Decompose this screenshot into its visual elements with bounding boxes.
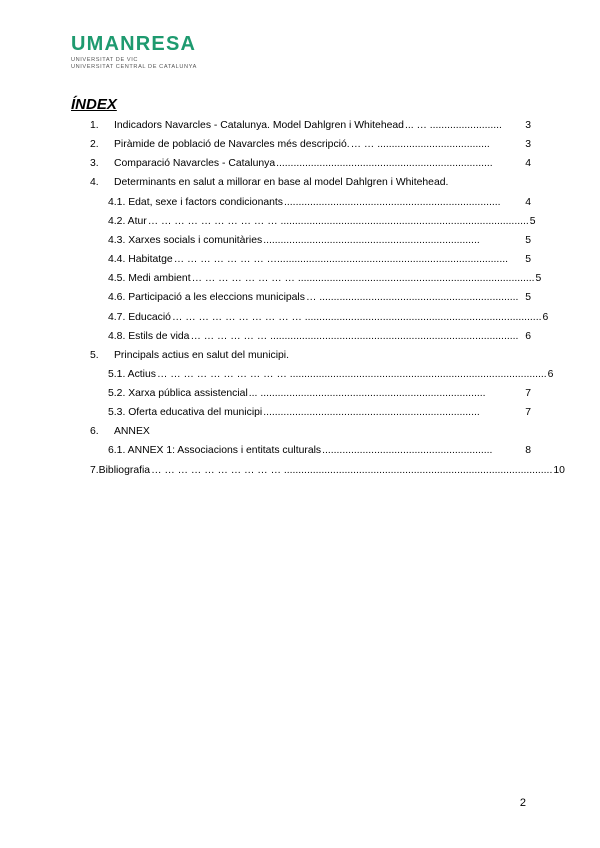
toc-entry[interactable]	[90, 177, 531, 191]
toc-entry-label: 4.7. Educació	[108, 312, 171, 323]
toc-entry-page: 5	[525, 254, 531, 265]
toc-entry-leader: ... ..............................................................................	[248, 388, 486, 399]
toc-entry-page: 6	[547, 369, 554, 380]
toc-entry-label: Bibliografia	[98, 465, 151, 476]
toc-entry-leader: … … … … … … ......................................................................................	[190, 331, 519, 342]
logo-subtitle-1: UNIVERSITAT DE VIC	[71, 57, 139, 63]
toc-entry-label: Piràmide de població de Navarcles més descripció.	[114, 139, 350, 150]
toc-entry[interactable]	[90, 350, 531, 364]
toc-entry[interactable]	[108, 388, 531, 402]
toc-entry-label: 5.2. Xarxa pública assistencial	[108, 388, 248, 399]
toc-entry-page: 6	[542, 312, 549, 323]
toc-entry-page: 3	[525, 120, 531, 131]
toc-entry-label: Indicadors Navarcles - Catalunya. Model Dahlgren i Whitehead	[114, 120, 404, 131]
toc-entry-page: 10	[553, 465, 565, 476]
logo-subtitle-2: UNIVERSITAT CENTRAL DE CATALUNYA	[71, 64, 197, 70]
toc-entry-label: 4.3. Xarxes socials i comunitàries	[108, 235, 263, 246]
toc-entry[interactable]	[108, 273, 542, 287]
toc-entry[interactable]	[108, 407, 531, 421]
toc-entry-number: 2.	[90, 139, 99, 150]
toc-entry[interactable]	[90, 426, 531, 440]
toc-entry-label: Determinants en salut a millorar en base al model Dahlgren i Whitehead.	[114, 177, 449, 188]
toc-entry[interactable]	[90, 465, 565, 479]
toc-entry-page: 5	[529, 216, 536, 227]
toc-entry-label: ANNEX	[114, 426, 150, 437]
toc-entry-number: 3.	[90, 158, 99, 169]
page-number: 2	[519, 797, 526, 809]
toc-entry-number: 4.	[90, 177, 99, 188]
toc-entry[interactable]	[108, 445, 531, 459]
toc-entry-page: 7	[525, 388, 531, 399]
toc-entry[interactable]	[108, 369, 554, 383]
toc-entry-page: 3	[525, 139, 531, 150]
toc-entry[interactable]	[90, 139, 531, 153]
toc-entry-leader: … … … … … … … … … … .............................................................................................	[151, 465, 553, 476]
toc-entry-page: 5	[525, 235, 531, 246]
toc-entry-page: 6	[525, 331, 531, 342]
toc-entry[interactable]	[108, 292, 531, 306]
toc-entry-label: 5.3. Oferta educativa del municipi	[108, 407, 263, 418]
toc-entry-leader: … … … … … … … … … … ......................................................................................	[147, 216, 529, 227]
toc-entry[interactable]	[90, 158, 531, 172]
toc-entry-leader: … … … … … … … …................................................................................	[173, 254, 508, 265]
toc-entry-number: 6.	[90, 426, 99, 437]
toc-entry-page: 7	[525, 407, 531, 418]
toc-entry-label: 5.1. Actius	[108, 369, 156, 380]
toc-entry[interactable]	[108, 216, 536, 230]
logo-wordmark: UMANRESA	[71, 33, 197, 55]
toc-entry-label: 4.6. Participació a les eleccions municipals	[108, 292, 305, 303]
toc-entry-leader: … … … … … … … … … … ..................................................................................	[171, 312, 542, 323]
toc-entry-label: Principals actius en salut del municipi.	[114, 350, 289, 361]
toc-entry-leader: … … .......................................	[350, 139, 490, 150]
toc-entry-number: 5.	[90, 350, 99, 361]
toc-entry-label: Comparació Navarcles - Catalunya	[114, 158, 276, 169]
toc-entry-page: 4	[525, 158, 531, 169]
toc-entry-leader: … … … … … … … … … … .........................................................................................	[156, 369, 547, 380]
toc-entry[interactable]	[108, 331, 531, 345]
toc-entry-leader: ...........................................................	[322, 445, 493, 456]
toc-entry-leader: … … … … … … … … ..................................................................................	[191, 273, 535, 284]
index-title: ÍNDEX	[71, 96, 117, 113]
toc-entry-label: 6.1. ANNEX 1: Associacions i entitats culturals	[108, 445, 322, 456]
toc-entry-page: 5	[535, 273, 542, 284]
toc-entry-label: 4.8. Estils de vida	[108, 331, 190, 342]
toc-entry[interactable]	[108, 235, 531, 249]
toc-entry[interactable]	[108, 254, 531, 268]
toc-entry-leader: ...........................................................................	[263, 407, 480, 418]
toc-entry-label: 4.4. Habitatge	[108, 254, 173, 265]
toc-entry[interactable]	[108, 197, 531, 211]
toc-entry-leader: ...........................................................................	[276, 158, 493, 169]
umanresa-logo	[71, 34, 197, 71]
toc-entry-leader: ...........................................................................	[263, 235, 480, 246]
toc-entry-label: 4.2. Atur	[108, 216, 147, 227]
toc-entry-number: 7.	[90, 465, 99, 476]
toc-entry-page: 4	[525, 197, 531, 208]
toc-entry-leader: ... … .........................	[404, 120, 502, 131]
toc-entry-leader: … .....................................................................	[305, 292, 519, 303]
toc-entry-leader: ...........................................................................	[284, 197, 501, 208]
toc-entry-label: 4.1. Edat, sexe i factors condicionants	[108, 197, 284, 208]
toc-entry-page: 8	[525, 445, 531, 456]
toc-entry-label: 4.5. Medi ambient	[108, 273, 191, 284]
toc-entry-number: 1.	[90, 120, 99, 131]
toc-entry[interactable]	[90, 120, 531, 134]
toc-entry-page: 5	[525, 292, 531, 303]
toc-entry[interactable]	[108, 312, 549, 326]
